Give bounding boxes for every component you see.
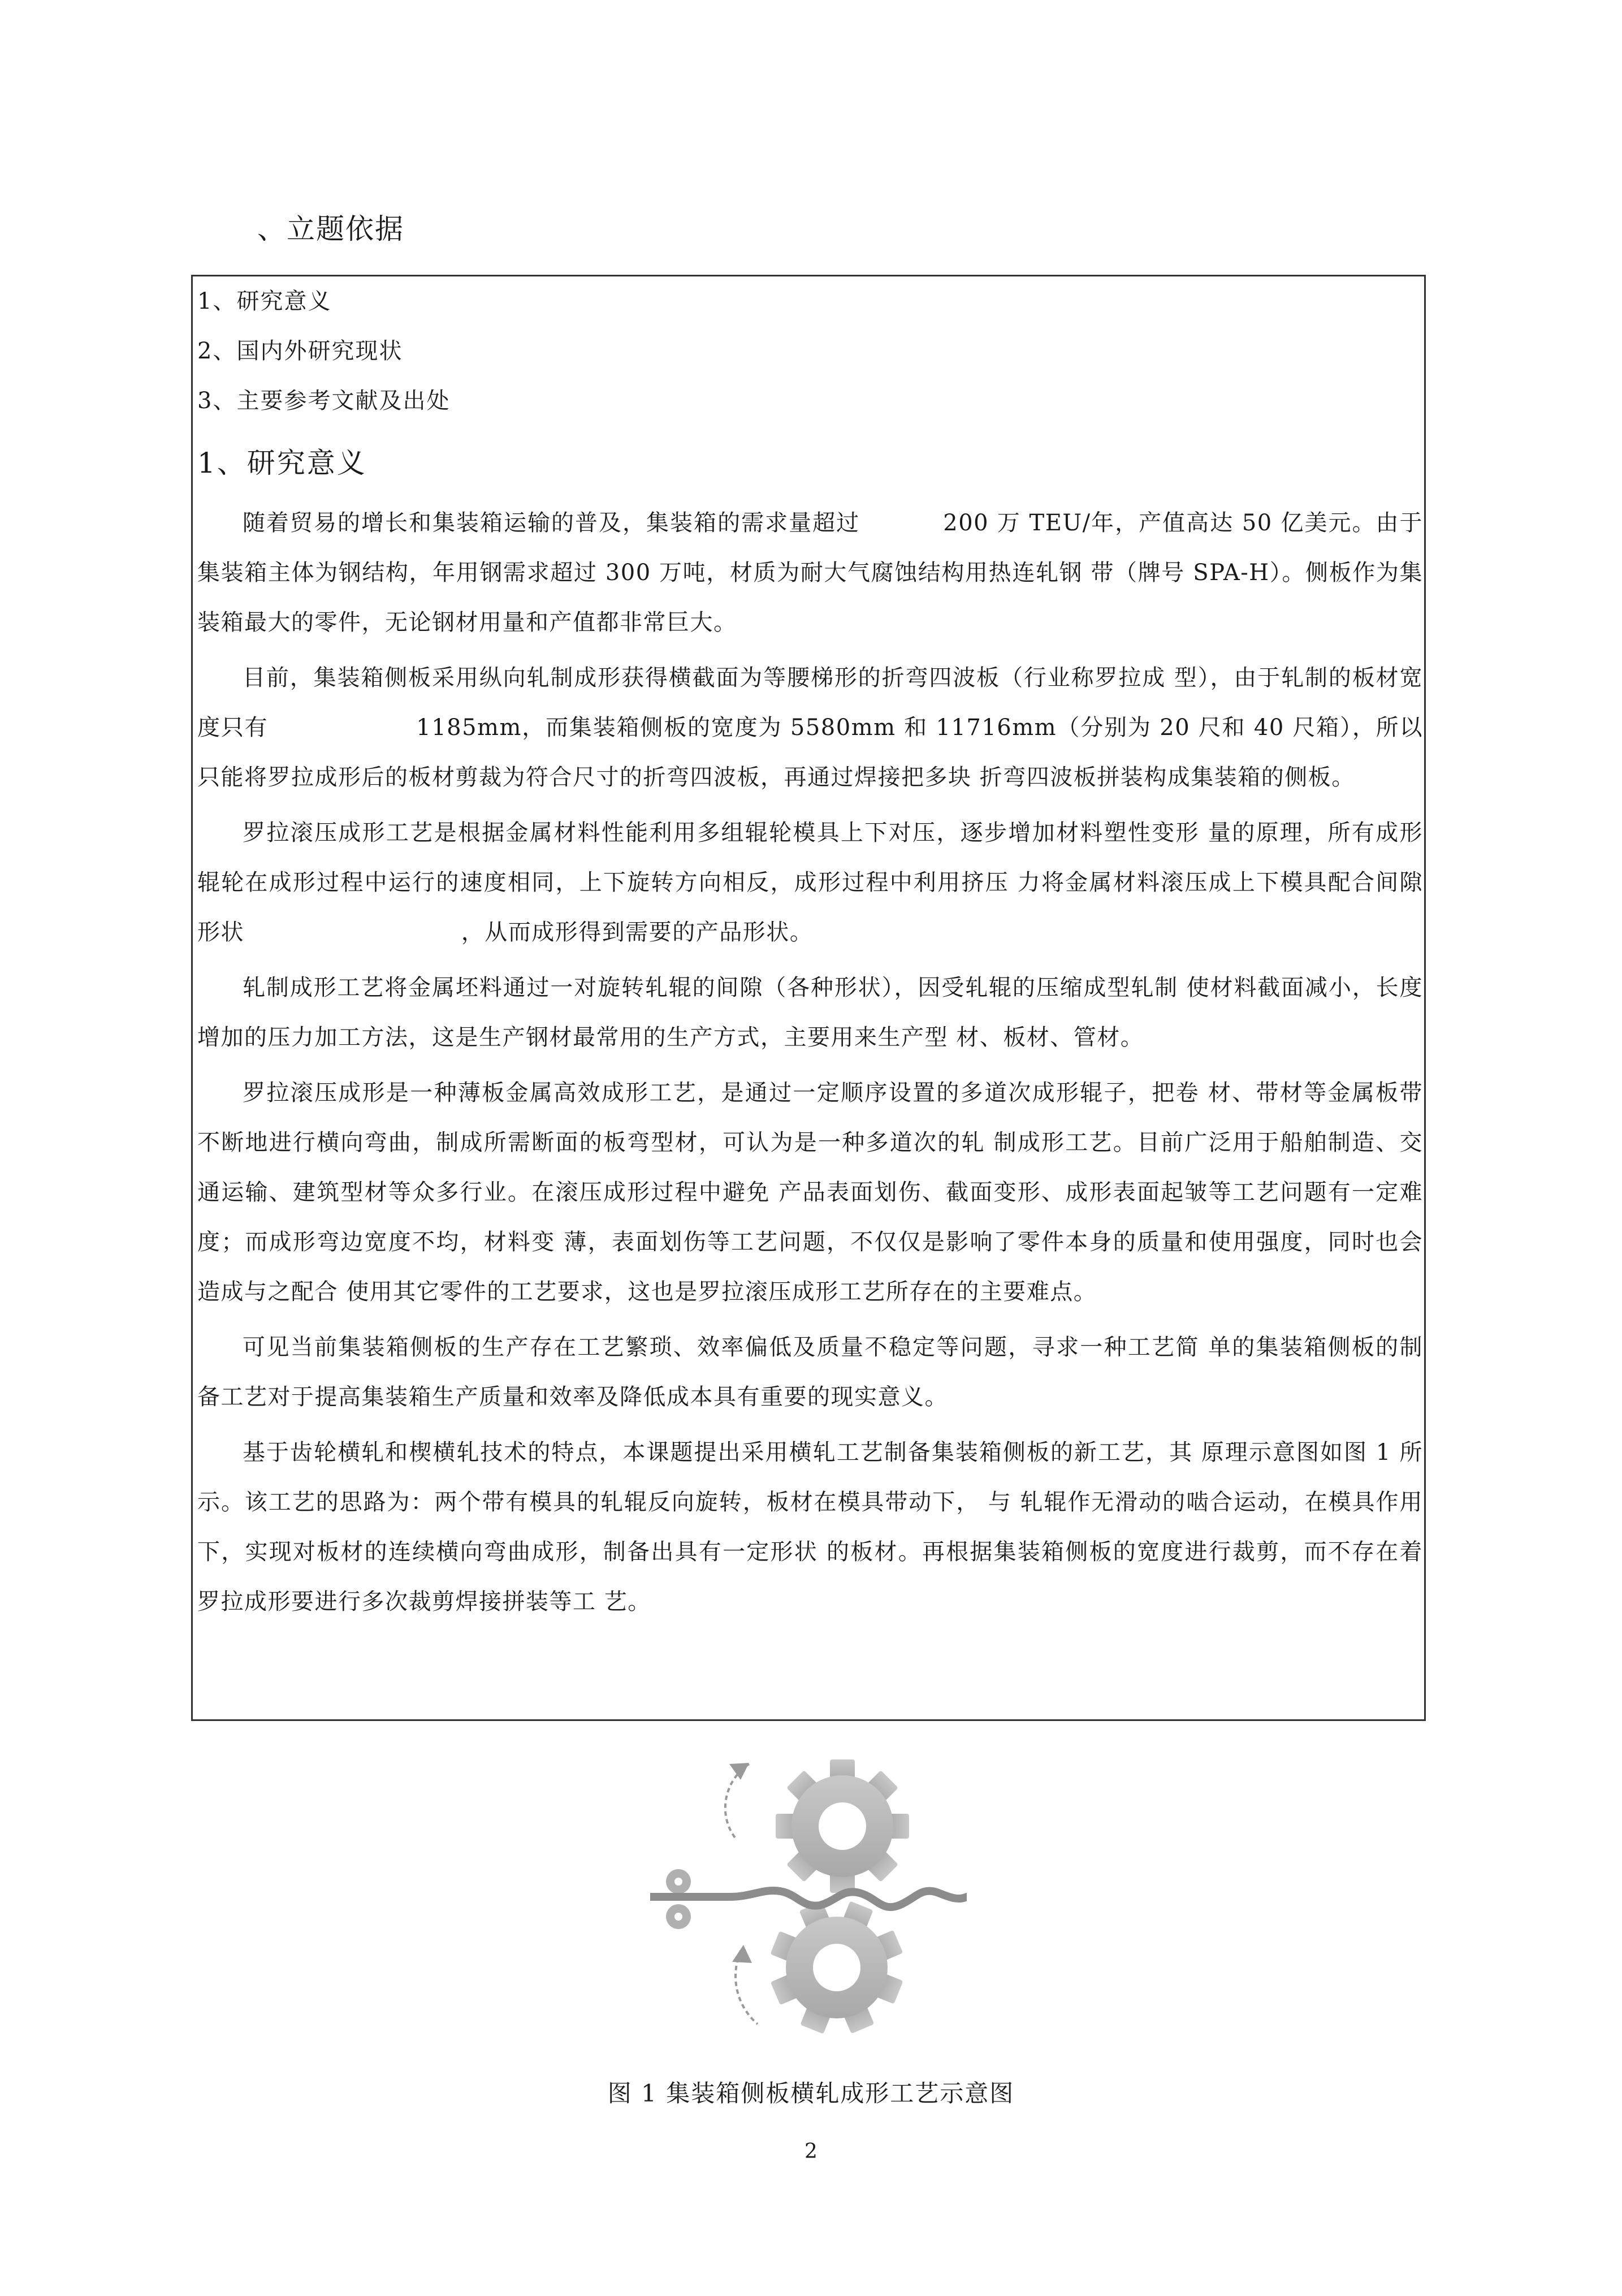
table-of-contents [197,276,450,426]
paragraph-7: 基于齿轮横轧和楔横轧技术的特点，本课题提出采用横轧工艺制备集装箱侧板的新工艺，其 原理示意图如图 1 所示。该工艺的思路为：两个带有模具的轧辊反向旋转，板材在模具带动下， 与 轧辊作无滑动的啮合运动，在模具作用下，实现对板材的连续横向弯曲成形，制备出具有一定形状 的板材。再根据集装箱侧板的宽度进行裁剪，而不存在着罗拉成形要进行多次裁剪焊接拼装等工 艺。 [197,1439,1423,1615]
section-heading: 、立题依据 [257,213,404,245]
section-title: 1、研究意义 [197,447,367,479]
paragraph-2: 目前，集装箱侧板采用纵向轧制成形获得横截面为等腰梯形的折弯四波板（行业称罗拉成 型），由于轧制的板材宽度只有 1185mm，而集装箱侧板的宽度为 5580mm 和 11716mm（分别为 20 尺和 40 尺箱），所以只能将罗拉成形后的板材剪裁为符合尺寸的折弯四波板，再通过焊接把多块 折弯四波板拼装构成集装箱的侧板。 [197,665,1423,790]
toc-item-2: 2、国内外研究现状 [197,338,403,364]
gear-rolling-diagram [650,1753,967,2035]
body-text [193,498,1428,1632]
paragraph-5: 罗拉滚压成形是一种薄板金属高效成形工艺，是通过一定顺序设置的多道次成形辊子，把卷 材、带材等金属板带不断地进行横向弯曲，制成所需断面的板弯型材，可认为是一种多道次的轧 制成形工艺。目前广泛用于船舶制造、交通运输、建筑型材等众多行业。在滚压成形过程中避免 产品表面划伤、截面变形、成形表面起皱等工艺问题有一定难度；而成形弯边宽度不均，材料变 薄，表面划伤等工艺问题，不仅仅是影响了零件本身的质量和使用强度，同时也会造成与之配合 使用其它零件的工艺要求，这也是罗拉滚压成形工艺所存在的主要难点。 [197,1080,1423,1305]
lower-gear-icon [770,1901,903,2034]
rotation-arrow-top-icon [725,1764,749,1837]
page-number: 2 [804,2140,818,2163]
sheet-metal-strip [650,1891,967,1907]
paragraph-1: 随着贸易的增长和集装箱运输的普及，集装箱的需求量超过 200 万 TEU/年，产值高达 50 亿美元。由于集装箱主体为钢结构，年用钢需求超过 300 万吨，材质为耐大气腐蚀结构用热连轧钢 带（牌号 SPA-H）。侧板作为集装箱最大的零件，无论钢材用量和产值都非常巨大。 [197,510,1423,635]
upper-gear-icon [776,1759,909,1893]
paragraph-6: 可见当前集装箱侧板的生产存在工艺繁琐、效率偏低及质量不稳定等问题，寻求一种工艺简 单的集装箱侧板的制备工艺对于提高集装箱生产质量和效率及降低成本具有重要的现实意义。 [197,1334,1423,1410]
paragraph-4: 轧制成形工艺将金属坯料通过一对旋转轧辊的间隙（各种形状），因受轧辊的压缩成型轧制 使材料截面减小，长度增加的压力加工方法，这是生产钢材最常用的生产方式，主要用来生产型 材、板材、管材。 [197,975,1423,1050]
content-box [191,275,1426,1721]
toc-item-3: 3、主要参考文献及出处 [197,388,451,414]
toc-item-1: 1、研究意义 [197,288,332,314]
paragraph-3: 罗拉滚压成形工艺是根据金属材料性能利用多组辊轮模具上下对压，逐步增加材料塑性变形 量的原理，所有成形辊轮在成形过程中运行的速度相同，上下旋转方向相反，成形过程中利用挤压 力将金属材料滚压成上下模具配合间隙形状 ，从而成形得到需要的产品形状。 [197,820,1423,945]
figure-caption: 图 1 集装箱侧板横轧成形工艺示意图 [607,2079,1015,2107]
